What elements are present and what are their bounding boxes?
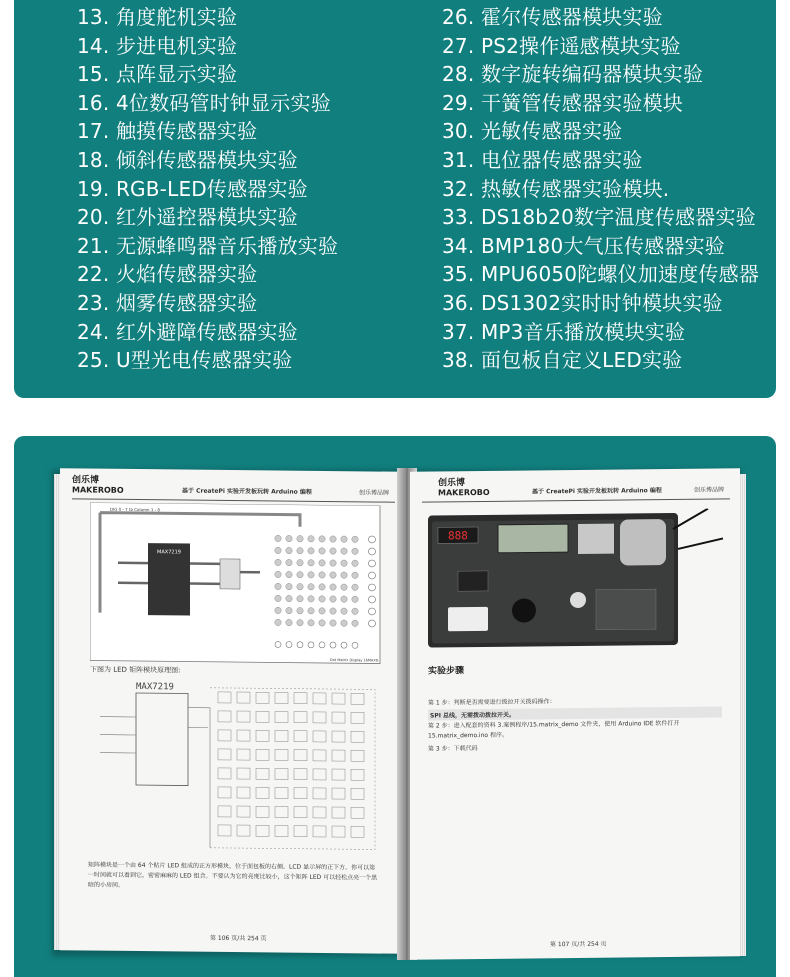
experiment-item: 31. 电位器传感器实验: [442, 147, 643, 172]
schematic-led: [332, 807, 345, 818]
led-matrix-wiring-diagram: [90, 503, 390, 666]
matrix-led: [308, 560, 314, 566]
schematic-led: [237, 768, 250, 779]
schematic-led: [218, 768, 231, 779]
matrix-led: [308, 548, 314, 554]
schematic-led: [351, 788, 364, 799]
experiment-item: 18. 倾斜传感器模块实验: [77, 147, 298, 172]
schematic-led: [275, 749, 288, 760]
experiment-item: 22. 火焰传感器实验: [77, 262, 258, 287]
schematic-led: [332, 693, 345, 704]
matrix-led: [275, 619, 281, 625]
matrix-led: [275, 583, 281, 589]
matrix-led: [297, 559, 303, 565]
experiment-item: 23. 烟雾传感器实验: [77, 290, 258, 315]
book-page-left: [60, 468, 405, 954]
matrix-led: [330, 548, 336, 554]
matrix-led: [297, 535, 303, 541]
matrix-led: [297, 571, 303, 577]
experiment-item: 34. BMP180大气压传感器实验: [442, 233, 725, 258]
page-header-title: 基于 CreatePi 实验开发板玩转 Arduino 编程: [182, 487, 312, 496]
schematic-led: [218, 825, 231, 836]
matrix-led: [341, 572, 347, 578]
matrix-led: [297, 619, 303, 625]
schematic-led: [332, 750, 345, 761]
schematic-led: [218, 692, 231, 703]
step-2: 第 2 步：进入配套的资料 3.案例程序/15.matrix_demo 文件夹，使用 Arduino IDE 软件打开 15.matrix_demo.ino 程序。: [428, 719, 680, 740]
schematic-led: [313, 788, 326, 799]
makerobo-logo: 创乐博 MAKEROBO: [438, 478, 490, 498]
schematic-led: [332, 826, 345, 837]
experiment-item: 19. RGB-LED传感器实验: [77, 176, 308, 201]
matrix-led: [275, 547, 281, 553]
matrix-led: [319, 596, 325, 602]
schematic-led: [294, 750, 307, 761]
experiment-item: 37. MP3音乐播放模块实验: [442, 319, 686, 344]
schematic-led: [313, 826, 326, 837]
schematic-led: [256, 787, 269, 798]
matrix-led: [352, 536, 358, 542]
schematic-led: [237, 787, 250, 798]
page-header: [72, 476, 395, 502]
matrix-led: [286, 559, 292, 565]
schematic-led: [256, 768, 269, 779]
page-header-title: 基于 CreatePi 实验开发板玩转 Arduino 编程: [532, 487, 662, 496]
experiment-item: 20. 红外遥控器模块实验: [77, 205, 298, 230]
schematic-led: [275, 730, 288, 741]
schematic-led: [256, 692, 269, 703]
matrix-led: [330, 596, 336, 602]
matrix-led: [352, 560, 358, 566]
matrix-led: [286, 595, 292, 601]
schematic-led: [332, 712, 345, 723]
matrix-led: [319, 548, 325, 554]
matrix-led: [341, 608, 347, 614]
schematic-led: [351, 826, 364, 837]
matrix-led: [308, 620, 314, 626]
schematic-led: [313, 731, 326, 742]
experiment-item: 21. 无源蜂鸣器音乐播放实验: [77, 233, 339, 258]
schematic-led: [237, 806, 250, 817]
schematic-led: [313, 807, 326, 818]
matrix-led: [297, 547, 303, 553]
matrix-led: [341, 536, 347, 542]
matrix-led: [352, 584, 358, 590]
experiment-item: 36. DS1302实时时钟模块实验: [442, 290, 723, 315]
matrix-led: [352, 608, 358, 614]
experiment-item: 17. 触摸传感器实验: [77, 119, 258, 144]
matrix-led: [330, 560, 336, 566]
experiment-item: 14. 步进电机实验: [77, 33, 238, 58]
schematic-led: [218, 787, 231, 798]
matrix-led: [352, 572, 358, 578]
matrix-led: [341, 596, 347, 602]
experiment-item: 27. PS2操作遥感模块实验: [442, 33, 681, 58]
schematic-led: [275, 825, 288, 836]
matrix-led: [319, 536, 325, 542]
schematic-led: [294, 826, 307, 837]
matrix-label: Dot Matrix Display 16MAXG: [330, 658, 379, 663]
createpi-board-photo: [428, 508, 728, 651]
matrix-led: [330, 536, 336, 542]
section-title-steps: 实验步骤: [428, 666, 465, 677]
svg-text:MAX7219: MAX7219: [157, 549, 181, 556]
schematic-led: [294, 731, 307, 742]
schematic-led: [294, 769, 307, 780]
schematic-led: [237, 825, 250, 836]
schematic-led: [332, 788, 345, 799]
schematic-led: [275, 711, 288, 722]
matrix-led: [319, 620, 325, 626]
schematic-led: [313, 769, 326, 780]
matrix-led: [308, 584, 314, 590]
matrix-led: [286, 619, 292, 625]
matrix-led: [286, 547, 292, 553]
matrix-led: [275, 595, 281, 601]
matrix-led: [330, 572, 336, 578]
schematic-led: [275, 692, 288, 703]
schematic-caption: 下图为 LED 矩阵模块原理图:: [90, 665, 181, 675]
schematic-led: [275, 787, 288, 798]
matrix-led: [330, 620, 336, 626]
schematic-led-grid: [218, 692, 364, 838]
schematic-led: [294, 712, 307, 723]
step-1: 第 1 步：判断是否需要进行拨拉开关拨码操作：: [428, 698, 556, 707]
experiment-item: 29. 干簧管传感器实验模块: [442, 90, 683, 115]
matrix-led: [352, 596, 358, 602]
schematic-led: [237, 730, 250, 741]
schematic-led: [351, 750, 364, 761]
matrix-led: [275, 559, 281, 565]
matrix-led: [341, 584, 347, 590]
schematic-led: [294, 807, 307, 818]
schematic-led: [218, 711, 231, 722]
experiment-item: 26. 霍尔传感器模块实验: [442, 5, 663, 29]
matrix-led: [319, 584, 325, 590]
schematic-led: [256, 730, 269, 741]
schematic-led: [256, 749, 269, 760]
matrix-led: [319, 608, 325, 614]
book-page-right: [410, 468, 740, 959]
matrix-led: [275, 535, 281, 541]
page-number-left: 第 106 页/共 254 页: [210, 934, 267, 943]
matrix-led: [286, 571, 292, 577]
schematic-led: [294, 693, 307, 704]
experiment-item: 35. MPU6050陀螺仪加速度传感器: [442, 262, 760, 287]
schematic-chip-label: MAX7219: [136, 681, 174, 693]
matrix-led: [352, 620, 358, 626]
schematic-led: [256, 806, 269, 817]
matrix-led: [308, 608, 314, 614]
matrix-led: [286, 583, 292, 589]
schematic-led: [351, 807, 364, 818]
step-1-note: SPI 总线，无需拨动拨拉开关。: [428, 706, 722, 720]
page-header: [422, 476, 730, 502]
matrix-led: [352, 548, 358, 554]
schematic-led: [294, 788, 307, 799]
matrix-led: [341, 620, 347, 626]
schematic-led: [237, 749, 250, 760]
schematic-led: [218, 749, 231, 760]
experiment-item: 30. 光敏传感器实验: [442, 119, 623, 144]
schematic-led: [351, 712, 364, 723]
page-header-brand: 创乐博品牌: [358, 489, 389, 497]
wiring-caption: DIG 0 - 7 to Column 1 - 8: [110, 506, 160, 513]
matrix-led: [319, 560, 325, 566]
schematic-led: [237, 711, 250, 722]
schematic-led: [332, 731, 345, 742]
schematic-led: [218, 806, 231, 817]
experiment-item: 13. 角度舵机实验: [77, 5, 238, 29]
schematic-led: [256, 825, 269, 836]
matrix-led: [319, 572, 325, 578]
matrix-led: [275, 607, 281, 613]
schematic-led: [313, 750, 326, 761]
matrix-led: [330, 584, 336, 590]
experiment-item: 32. 热敏传感器实验模块.: [442, 176, 670, 201]
schematic-led: [256, 711, 269, 722]
experiment-list-panel: [14, 0, 776, 398]
step-3: 第 3 步：下载代码: [428, 745, 478, 753]
matrix-led: [308, 572, 314, 578]
schematic-led: [313, 693, 326, 704]
matrix-led: [308, 536, 314, 542]
matrix-led: [341, 548, 347, 554]
schematic-led: [332, 769, 345, 780]
schematic-led: [275, 806, 288, 817]
matrix-led: [297, 607, 303, 613]
matrix-led: [286, 607, 292, 613]
schematic-led: [351, 693, 364, 704]
schematic-led: [218, 730, 231, 741]
experiment-list-right: [442, 0, 759, 375]
matrix-led: [297, 595, 303, 601]
matrix-led: [308, 596, 314, 602]
experiment-item: 38. 面包板自定义LED实验: [442, 348, 683, 373]
schematic-led: [351, 769, 364, 780]
schematic-led: [351, 731, 364, 742]
schematic-led: [275, 768, 288, 779]
makerobo-logo: 创乐博 MAKEROBO: [72, 475, 124, 495]
schematic-led: [237, 692, 250, 703]
experiment-list-left: [77, 0, 338, 375]
matrix-led: [341, 560, 347, 566]
experiment-item: 28. 数字旋转编码器模块实验: [442, 62, 704, 87]
experiment-item: 15. 点阵显示实验: [77, 62, 238, 87]
matrix-led: [330, 608, 336, 614]
page-number-right: 第 107 页/共 254 页: [550, 940, 607, 949]
schematic-led: [313, 712, 326, 723]
led-matrix-schematic: [90, 677, 380, 860]
experiment-item: 33. DS18b20数字温度传感器实验: [442, 205, 756, 230]
experiment-item: 16. 4位数码管时钟显示实验: [77, 90, 331, 115]
matrix-led: [297, 583, 303, 589]
experiment-item: 25. U型光电传感器实验: [77, 348, 293, 373]
matrix-led: [286, 535, 292, 541]
matrix-description: 矩阵模块是一个由 64 个贴片 LED 组成的正方形模块，位于面包板的右侧。LCD 显示屏的正下方。你可以第一时间就可以看到它，密密麻麻的 LED 组合。不要认为它的亮度比较小，这个矩阵 LED 可以轻松点亮一个黑暗的小房间。: [88, 861, 378, 889]
page-header-brand: 创乐博品牌: [693, 486, 724, 494]
svg-text:888: 888: [448, 529, 468, 543]
experiment-item: 24. 红外避障传感器实验: [77, 319, 298, 344]
matrix-led: [275, 571, 281, 577]
